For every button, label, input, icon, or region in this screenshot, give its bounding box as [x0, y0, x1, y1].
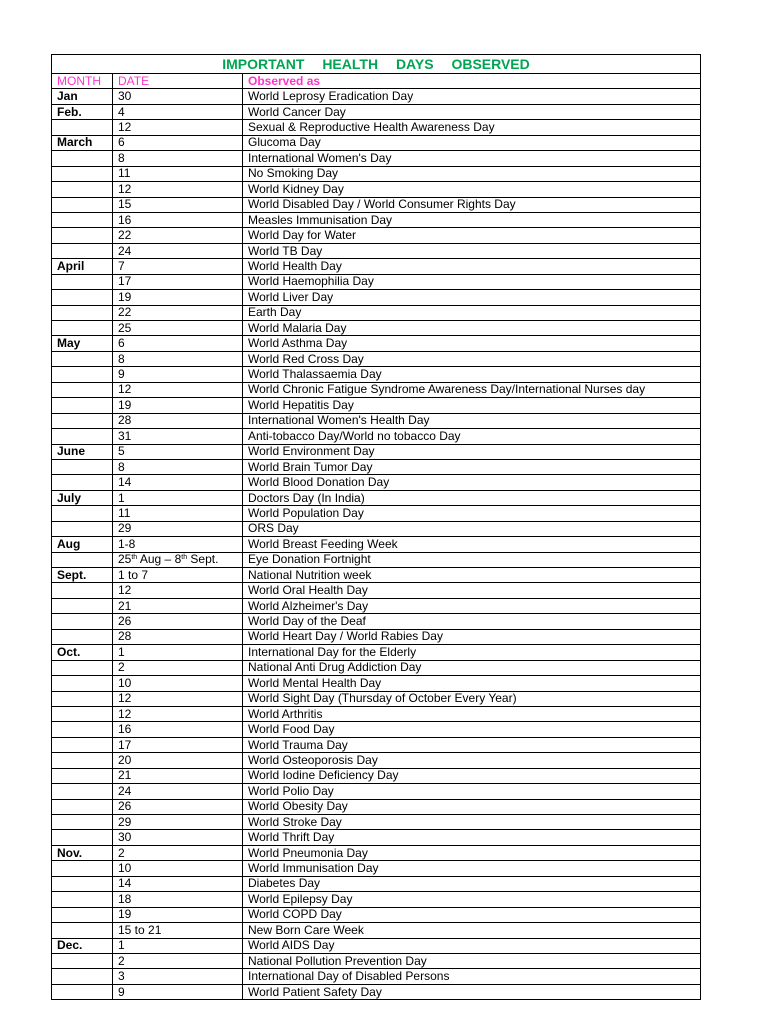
date-cell: 8	[113, 351, 243, 366]
date-cell: 15 to 21	[113, 923, 243, 938]
event-cell: World Breast Feeding Week	[243, 537, 701, 552]
event-cell: World Polio Day	[243, 784, 701, 799]
table-row	[52, 953, 701, 968]
table-row	[52, 583, 701, 598]
table-row	[52, 799, 701, 814]
event-cell: Sexual & Reproductive Health Awareness Day	[243, 120, 701, 135]
date-cell: 1 to 7	[113, 568, 243, 583]
title-row	[52, 55, 701, 74]
date-cell: 28	[113, 629, 243, 644]
date-cell: 2	[113, 953, 243, 968]
event-cell: International Day of Disabled Persons	[243, 969, 701, 984]
month-cell: March	[52, 135, 113, 150]
table-row	[52, 135, 701, 150]
month-cell: Sept.	[52, 568, 113, 583]
month-cell	[52, 706, 113, 721]
date-cell: 12	[113, 583, 243, 598]
date-cell: 1-8	[113, 537, 243, 552]
table-row	[52, 290, 701, 305]
month-cell: May	[52, 336, 113, 351]
date-cell: 21	[113, 768, 243, 783]
month-cell	[52, 197, 113, 212]
event-cell: World Kidney Day	[243, 182, 701, 197]
date-cell: 12	[113, 691, 243, 706]
date-cell: 26	[113, 799, 243, 814]
month-cell	[52, 506, 113, 521]
event-cell: World Environment Day	[243, 444, 701, 459]
date-cell: 12	[113, 182, 243, 197]
table-row	[52, 89, 701, 104]
month-cell	[52, 228, 113, 243]
month-cell	[52, 676, 113, 691]
table-row	[52, 629, 701, 644]
date-cell: 14	[113, 876, 243, 891]
date-cell: 29	[113, 815, 243, 830]
month-cell	[52, 784, 113, 799]
date-cell: 12	[113, 382, 243, 397]
date-cell: 4	[113, 104, 243, 119]
date-cell: 25th Aug – 8th Sept.	[113, 552, 243, 567]
event-cell: International Women's Health Day	[243, 413, 701, 428]
table-row	[52, 475, 701, 490]
table-row	[52, 691, 701, 706]
date-cell: 11	[113, 506, 243, 521]
table-row	[52, 444, 701, 459]
event-cell: World Obesity Day	[243, 799, 701, 814]
table-row	[52, 274, 701, 289]
date-cell: 9	[113, 984, 243, 999]
date-cell: 28	[113, 413, 243, 428]
event-cell: No Smoking Day	[243, 166, 701, 181]
month-cell	[52, 876, 113, 891]
month-cell	[52, 969, 113, 984]
event-cell: Glucoma Day	[243, 135, 701, 150]
table-row	[52, 938, 701, 953]
date-cell: 21	[113, 598, 243, 613]
month-cell	[52, 274, 113, 289]
event-cell: Anti-tobacco Day/World no tobacco Day	[243, 429, 701, 444]
month-cell: April	[52, 259, 113, 274]
month-cell	[52, 351, 113, 366]
health-days-table	[51, 54, 701, 1000]
table-row	[52, 413, 701, 428]
month-cell: Oct.	[52, 645, 113, 660]
table-title: IMPORTANT HEALTH DAYS OBSERVED	[52, 55, 701, 74]
table-row	[52, 815, 701, 830]
date-cell: 7	[113, 259, 243, 274]
event-cell: World Health Day	[243, 259, 701, 274]
date-cell: 8	[113, 151, 243, 166]
month-cell	[52, 521, 113, 536]
date-cell: 10	[113, 861, 243, 876]
event-cell: World Sight Day (Thursday of October Every Year)	[243, 691, 701, 706]
date-cell: 22	[113, 228, 243, 243]
month-cell: Feb.	[52, 104, 113, 119]
month-cell	[52, 182, 113, 197]
date-cell: 2	[113, 660, 243, 675]
date-cell: 19	[113, 398, 243, 413]
month-cell	[52, 984, 113, 999]
month-cell	[52, 815, 113, 830]
date-cell: 20	[113, 753, 243, 768]
table-row	[52, 676, 701, 691]
table-row	[52, 104, 701, 119]
date-cell: 29	[113, 521, 243, 536]
month-cell	[52, 691, 113, 706]
table-row	[52, 367, 701, 382]
month-cell	[52, 861, 113, 876]
event-cell: World Alzheimer's Day	[243, 598, 701, 613]
month-cell	[52, 907, 113, 922]
table-row	[52, 243, 701, 258]
event-cell: Earth Day	[243, 305, 701, 320]
date-cell: 16	[113, 212, 243, 227]
date-cell: 10	[113, 676, 243, 691]
event-cell: World Liver Day	[243, 290, 701, 305]
month-cell: Aug	[52, 537, 113, 552]
month-cell	[52, 830, 113, 845]
table-row	[52, 892, 701, 907]
month-cell	[52, 151, 113, 166]
date-cell: 24	[113, 243, 243, 258]
table-row	[52, 969, 701, 984]
event-cell: World Brain Tumor Day	[243, 459, 701, 474]
table-row	[52, 212, 701, 227]
table-row	[52, 861, 701, 876]
event-cell: World Osteoporosis Day	[243, 753, 701, 768]
month-cell: Nov.	[52, 845, 113, 860]
event-cell: World Arthritis	[243, 706, 701, 721]
observed-header: Observed as	[243, 74, 701, 89]
table-row	[52, 722, 701, 737]
event-cell: International Day for the Elderly	[243, 645, 701, 660]
month-cell	[52, 475, 113, 490]
date-cell: 5	[113, 444, 243, 459]
month-cell	[52, 212, 113, 227]
month-cell	[52, 166, 113, 181]
month-cell	[52, 305, 113, 320]
event-cell: World Malaria Day	[243, 321, 701, 336]
table-row	[52, 768, 701, 783]
month-cell	[52, 552, 113, 567]
event-cell: World Blood Donation Day	[243, 475, 701, 490]
table-row	[52, 305, 701, 320]
event-cell: Diabetes Day	[243, 876, 701, 891]
event-cell: World Leprosy Eradication Day	[243, 89, 701, 104]
month-cell	[52, 629, 113, 644]
table-row	[52, 598, 701, 613]
month-cell	[52, 598, 113, 613]
event-cell: National Nutrition week	[243, 568, 701, 583]
table-row	[52, 259, 701, 274]
month-cell	[52, 290, 113, 305]
event-cell: World Cancer Day	[243, 104, 701, 119]
table-row	[52, 830, 701, 845]
event-cell: National Pollution Prevention Day	[243, 953, 701, 968]
date-cell: 2	[113, 845, 243, 860]
event-cell: World AIDS Day	[243, 938, 701, 953]
month-cell	[52, 892, 113, 907]
event-cell: World Disabled Day / World Consumer Rights Day	[243, 197, 701, 212]
table-row	[52, 151, 701, 166]
table-row	[52, 351, 701, 366]
date-cell: 17	[113, 737, 243, 752]
month-cell	[52, 768, 113, 783]
month-cell	[52, 120, 113, 135]
month-cell	[52, 429, 113, 444]
table-row	[52, 228, 701, 243]
month-cell	[52, 722, 113, 737]
table-row	[52, 753, 701, 768]
date-cell: 19	[113, 907, 243, 922]
month-cell: June	[52, 444, 113, 459]
month-cell: July	[52, 490, 113, 505]
table-row	[52, 521, 701, 536]
date-cell: 8	[113, 459, 243, 474]
event-cell: ORS Day	[243, 521, 701, 536]
date-cell: 6	[113, 336, 243, 351]
month-cell	[52, 737, 113, 752]
month-cell	[52, 799, 113, 814]
table-row	[52, 907, 701, 922]
table-row	[52, 984, 701, 999]
date-cell: 25	[113, 321, 243, 336]
table-row	[52, 876, 701, 891]
month-header: MONTH	[52, 74, 113, 89]
event-cell: World Thrift Day	[243, 830, 701, 845]
event-cell: World Oral Health Day	[243, 583, 701, 598]
month-cell: Dec.	[52, 938, 113, 953]
month-cell	[52, 660, 113, 675]
date-cell: 1	[113, 645, 243, 660]
date-cell: 9	[113, 367, 243, 382]
event-cell: Eye Donation Fortnight	[243, 552, 701, 567]
month-cell	[52, 753, 113, 768]
date-cell: 14	[113, 475, 243, 490]
date-cell: 6	[113, 135, 243, 150]
event-cell: World Heart Day / World Rabies Day	[243, 629, 701, 644]
table-row	[52, 784, 701, 799]
month-cell	[52, 923, 113, 938]
event-cell: World Population Day	[243, 506, 701, 521]
date-cell: 11	[113, 166, 243, 181]
date-cell: 30	[113, 830, 243, 845]
month-cell	[52, 321, 113, 336]
table-row	[52, 506, 701, 521]
table-row	[52, 382, 701, 397]
table-row	[52, 490, 701, 505]
date-cell: 12	[113, 706, 243, 721]
date-cell: 30	[113, 89, 243, 104]
event-cell: World Day for Water	[243, 228, 701, 243]
table-row	[52, 321, 701, 336]
table-row	[52, 166, 701, 181]
table-row	[52, 552, 701, 567]
table-row	[52, 336, 701, 351]
event-cell: Doctors Day (In India)	[243, 490, 701, 505]
month-cell	[52, 243, 113, 258]
month-cell	[52, 583, 113, 598]
event-cell: World Epilepsy Day	[243, 892, 701, 907]
month-cell	[52, 459, 113, 474]
event-cell: New Born Care Week	[243, 923, 701, 938]
month-cell	[52, 382, 113, 397]
event-cell: World Chronic Fatigue Syndrome Awareness Day/International Nurses day	[243, 382, 701, 397]
date-cell: 26	[113, 614, 243, 629]
event-cell: World COPD Day	[243, 907, 701, 922]
event-cell: World Mental Health Day	[243, 676, 701, 691]
table-body	[52, 55, 701, 1000]
event-cell: World Immunisation Day	[243, 861, 701, 876]
event-cell: World Asthma Day	[243, 336, 701, 351]
event-cell: World Day of the Deaf	[243, 614, 701, 629]
table-row	[52, 429, 701, 444]
date-cell: 1	[113, 938, 243, 953]
table-row	[52, 120, 701, 135]
table-row	[52, 845, 701, 860]
header-row	[52, 74, 701, 89]
event-cell: World Pneumonia Day	[243, 845, 701, 860]
table-row	[52, 923, 701, 938]
table-row	[52, 197, 701, 212]
month-cell	[52, 367, 113, 382]
date-cell: 12	[113, 120, 243, 135]
event-cell: World Food Day	[243, 722, 701, 737]
month-cell	[52, 953, 113, 968]
month-cell: Jan	[52, 89, 113, 104]
date-header: DATE	[113, 74, 243, 89]
table-row	[52, 398, 701, 413]
event-cell: World TB Day	[243, 243, 701, 258]
event-cell: World Iodine Deficiency Day	[243, 768, 701, 783]
event-cell: World Stroke Day	[243, 815, 701, 830]
event-cell: World Haemophilia Day	[243, 274, 701, 289]
event-cell: World Thalassaemia Day	[243, 367, 701, 382]
date-cell: 17	[113, 274, 243, 289]
table-row	[52, 614, 701, 629]
table-row	[52, 660, 701, 675]
table-row	[52, 568, 701, 583]
event-cell: World Hepatitis Day	[243, 398, 701, 413]
date-cell: 15	[113, 197, 243, 212]
month-cell	[52, 614, 113, 629]
month-cell	[52, 413, 113, 428]
table-row	[52, 706, 701, 721]
table-row	[52, 459, 701, 474]
event-cell: International Women's Day	[243, 151, 701, 166]
date-cell: 22	[113, 305, 243, 320]
date-cell: 18	[113, 892, 243, 907]
event-cell: World Red Cross Day	[243, 351, 701, 366]
date-cell: 3	[113, 969, 243, 984]
date-cell: 31	[113, 429, 243, 444]
date-cell: 1	[113, 490, 243, 505]
event-cell: National Anti Drug Addiction Day	[243, 660, 701, 675]
table-row	[52, 737, 701, 752]
month-cell	[52, 398, 113, 413]
event-cell: World Trauma Day	[243, 737, 701, 752]
date-cell: 16	[113, 722, 243, 737]
table-row	[52, 537, 701, 552]
date-cell: 24	[113, 784, 243, 799]
event-cell: Measles Immunisation Day	[243, 212, 701, 227]
table-row	[52, 645, 701, 660]
date-cell: 19	[113, 290, 243, 305]
event-cell: World Patient Safety Day	[243, 984, 701, 999]
table-row	[52, 182, 701, 197]
